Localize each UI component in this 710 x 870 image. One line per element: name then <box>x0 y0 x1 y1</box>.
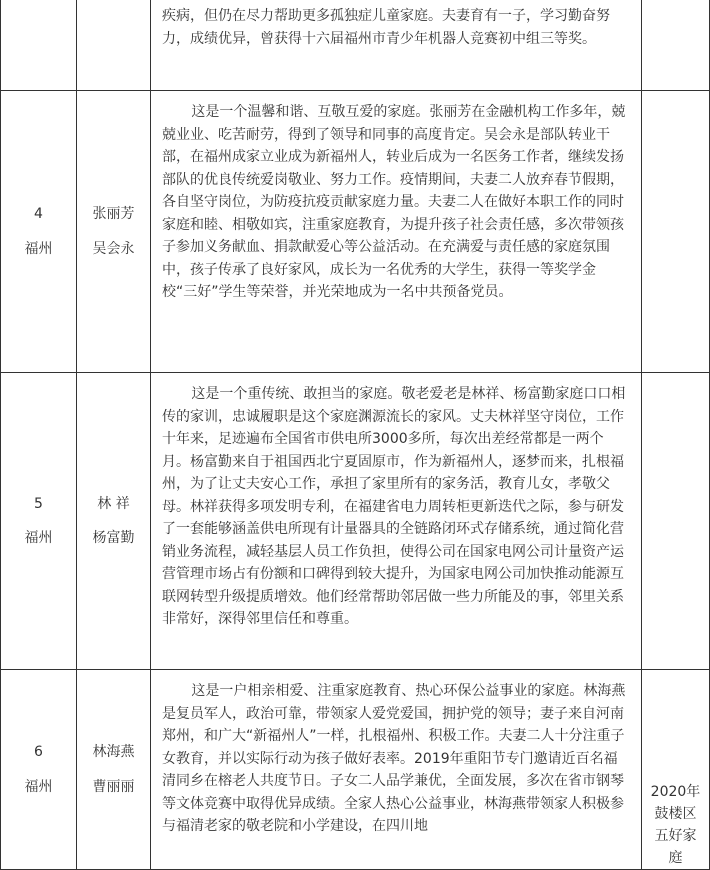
member-name: 林海燕 <box>92 744 135 760</box>
number-cell <box>1 670 77 870</box>
number-cell <box>1 91 77 373</box>
names-cell <box>77 373 151 670</box>
honor-line: 五好家 <box>654 828 697 844</box>
names-cell <box>77 91 151 373</box>
member-name: 吴会永 <box>92 240 135 257</box>
honor-cell <box>642 91 710 373</box>
member-name: 曹丽丽 <box>92 778 135 795</box>
table-row <box>1 0 710 91</box>
member-name: 林 祥 <box>97 495 130 512</box>
description-text: 这是一户相亲相爱、注重家庭教育、热心环保公益事业的家庭。林海燕是复员军人，政治可靠，带领家人爱党爱国，拥护党的领导；妻子来自河南郑州，和广大“新福州人”一样，扎根福州、积极工作。夫妻二人十分注重子女教育，并以实际行动为孩子做好表率。2019年重阳节专门邀请近百名福清同乡在榕老人共度节日。子女二人品学兼优，全面发展，多次在省市钢琴等文体竞赛中取得优异成绩。全家人热心公益事业，林海燕带领家人积极参与福清老家的敬老院和小学建设，在四川地 <box>162 683 626 834</box>
honor-cell <box>642 670 710 870</box>
row-city: 福州 <box>24 530 53 546</box>
honor-cell <box>642 0 710 91</box>
description-text: 这是一个重传统、敢担当的家庭。敬老爱老是林祥、杨富勤家庭口口相传的家训，忠诚履职是这个家庭渊源流长的家风。丈夫林祥坚守岗位，工作十年来，足迹遍布全国省市供电所3000多所，每次出差经常都是一两个月。杨富勤来自于祖国西北宁夏固原市，作为新福州人，逐梦而来，扎根福州，为了让丈夫安心工作，承担了家里所有的家务活，教育儿女，孝敬父母。林祥获得多项发明专利，在福建省电力周转柜更新迭代之际，参与研发了一套能够涵盖供电所现有计量器具的全链路闭环式存储系统，通过简化营销业务流程，减轻基层人员工作负担，使得公司在国家电网公司计量资产运营管理市场占有份额和口碑得到较大提升，为国家电网公司加快推动能源互联网转型升级提质增效。他们经常帮助邻居做一些力所能及的事，邻里关系非常好，深得邻里信任和尊重。 <box>162 386 626 627</box>
honor-line: 鼓楼区 <box>654 806 697 822</box>
description-cell <box>151 91 642 373</box>
row-number: 4 <box>34 206 43 222</box>
description-cell <box>151 373 642 670</box>
table-row <box>1 91 710 373</box>
number-cell <box>1 0 77 91</box>
number-cell <box>1 373 77 670</box>
row-number: 5 <box>34 495 43 512</box>
description-text: 这是一个温馨和谐、互敬互爱的家庭。张丽芳在金融机构工作多年，兢兢业业、吃苦耐劳，得到了领导和同事的高度肯定。吴会永是部队转业干部，在福州成家立业成为新福州人，转业后成为一名医务工作者，继续发扬部队的优良传统爱岗敬业、努力工作。疫情期间，夫妻二人放弃春节假期，各自坚守岗位，为防疫抗疫贡献家庭力量。夫妻二人在做好本职工作的同时家庭和睦、相敬如宾，注重家庭教育，为提升孩子社会责任感，多次带领孩子参加义务献血、捐款献爱心等公益活动。在充满爱与责任感的家庭氛围中，孩子传承了良好家风，成长为一名优秀的大学生，获得一等奖学金校“三好”学生等荣誉，并光荣地成为一名中共预备党员。 <box>162 104 626 300</box>
row-city: 福州 <box>24 240 53 257</box>
honor-cell <box>642 373 710 670</box>
table-row <box>1 670 710 870</box>
names-cell <box>77 670 151 870</box>
member-name: 杨富勤 <box>92 530 135 546</box>
description-cell <box>151 670 642 870</box>
names-cell <box>77 0 151 91</box>
description-text: 疾病，但仍在尽力帮助更多孤独症儿童家庭。夫妻育有一子，学习勤奋努力，成绩优异，曾获得十六届福州市青少年机器人竞赛初中组三等奖。 <box>162 8 610 47</box>
description-cell <box>151 0 642 91</box>
member-name: 张丽芳 <box>92 206 135 222</box>
honor-line: 2020年 <box>650 784 701 800</box>
table-row <box>1 373 710 670</box>
row-city: 福州 <box>24 778 53 795</box>
honor-line: 庭 <box>668 850 683 866</box>
row-number: 6 <box>34 744 43 760</box>
